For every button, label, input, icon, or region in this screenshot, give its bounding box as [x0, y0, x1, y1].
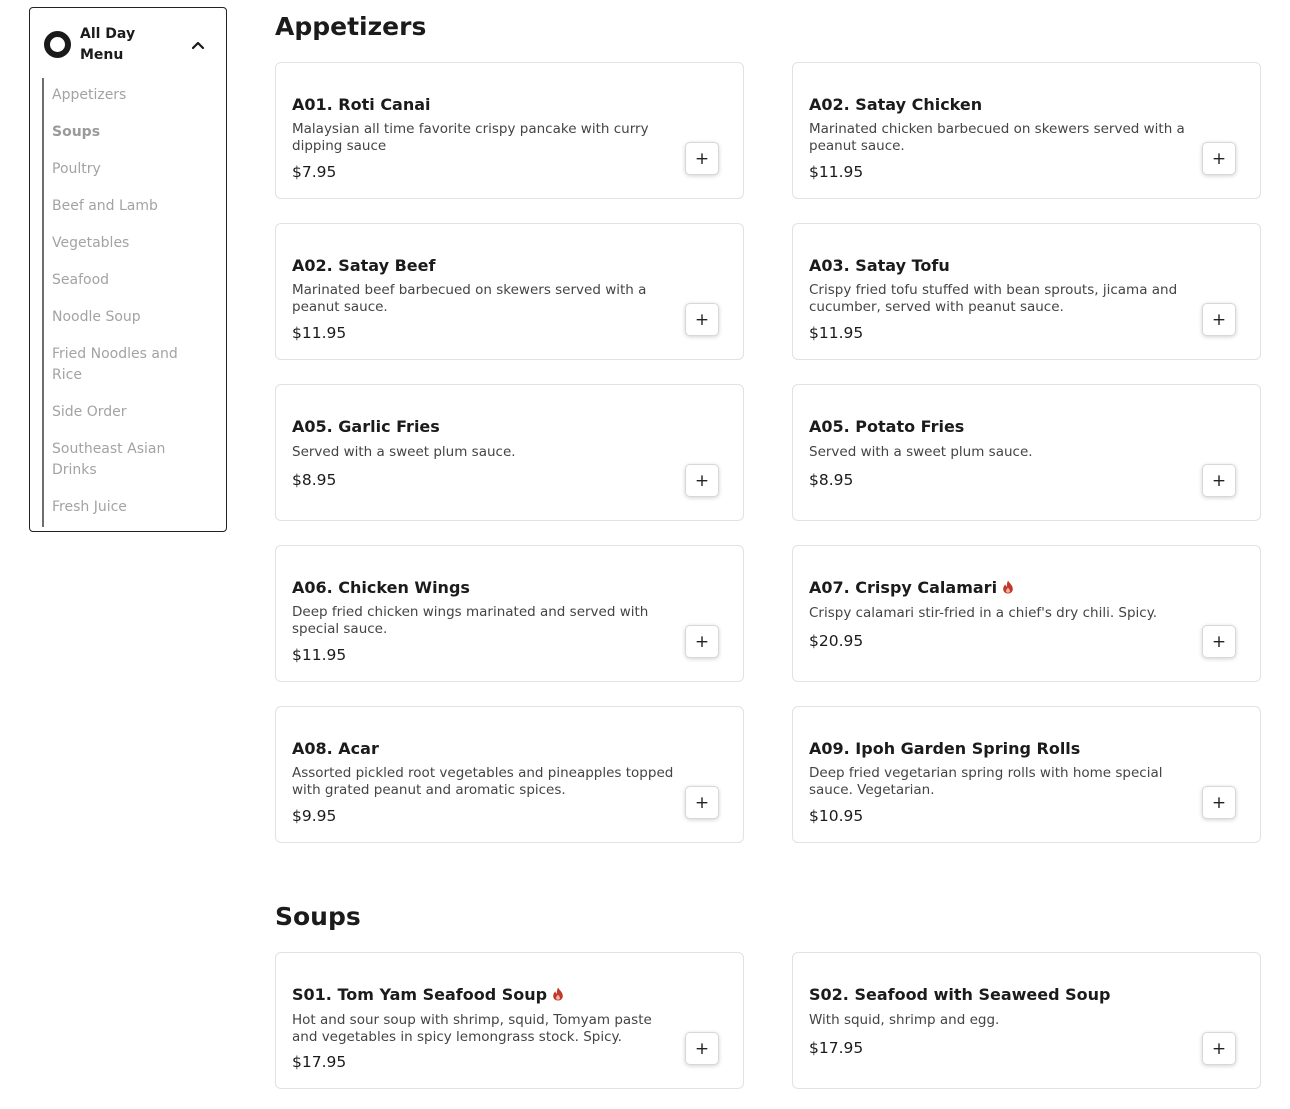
add-to-cart-button[interactable]: + [685, 1032, 719, 1065]
item-description: Malaysian all time favorite crispy pancake with curry dipping sauce [292, 121, 649, 154]
item-description: Crispy fried tofu stuffed with bean sprouts, jicama and cucumber, served with peanut sauce. [809, 282, 1178, 315]
menu-item-card[interactable] [792, 545, 1261, 682]
item-price: $10.95 [809, 807, 864, 825]
item-price: $20.95 [809, 632, 864, 650]
add-to-cart-button[interactable]: + [1202, 303, 1236, 336]
item-name: A01. Roti Canai [292, 95, 431, 114]
add-to-cart-button[interactable]: + [685, 303, 719, 336]
menu-item-card[interactable] [275, 952, 744, 1089]
item-name: A09. Ipoh Garden Spring Rolls [809, 739, 1081, 758]
add-to-cart-button[interactable]: + [685, 464, 719, 497]
item-price: $11.95 [809, 163, 864, 181]
item-name: S02. Seafood with Seaweed Soup [809, 985, 1111, 1004]
ring-icon [44, 31, 71, 58]
item-description: Served with a sweet plum sauce. [809, 444, 1033, 460]
item-name: S01. Tom Yam Seafood Soup [292, 985, 548, 1004]
menu-item-card[interactable] [792, 706, 1261, 843]
item-name: A08. Acar [292, 739, 379, 758]
sidebar-item-seafood[interactable]: Seafood [52, 272, 110, 288]
menu-title: All Day Menu [80, 26, 136, 63]
item-price: $17.95 [809, 1039, 864, 1057]
item-description: Hot and sour soup with shrimp, squid, Tomyam paste and vegetables in spicy lemongrass stock. Spicy. [292, 1012, 652, 1045]
sidebar-item-fried-noodles-and-rice[interactable]: Fried Noodles and Rice [52, 346, 178, 383]
item-name: A06. Chicken Wings [292, 578, 470, 597]
item-name: A05. Potato Fries [809, 417, 965, 436]
sidebar-item-appetizers[interactable]: Appetizers [52, 87, 127, 103]
item-description: Marinated chicken barbecued on skewers served with a peanut sauce. [809, 121, 1185, 154]
item-price: $8.95 [292, 471, 337, 489]
category-sidebar [29, 7, 227, 532]
item-price: $11.95 [292, 324, 347, 342]
item-description: Assorted pickled root vegetables and pineapples topped with grated peanut and aromatic spices. [292, 765, 674, 798]
item-description: Deep fried vegetarian spring rolls with home special sauce. Vegetarian. [809, 765, 1163, 798]
item-price: $7.95 [292, 163, 337, 181]
sidebar-item-beef-and-lamb[interactable]: Beef and Lamb [52, 198, 158, 214]
item-name: A07. Crispy Calamari [809, 578, 998, 597]
item-name: A03. Satay Tofu [809, 256, 950, 275]
add-to-cart-button[interactable]: + [1202, 1032, 1236, 1065]
flame-icon [1002, 580, 1014, 594]
menu-item-card[interactable] [792, 223, 1261, 360]
item-description: Marinated beef barbecued on skewers served with a peanut sauce. [292, 282, 647, 315]
add-to-cart-button[interactable]: + [685, 142, 719, 175]
category-list [42, 78, 217, 527]
menu-item-card[interactable] [275, 706, 744, 843]
sidebar-item-fresh-juice[interactable]: Fresh Juice [52, 499, 127, 515]
add-to-cart-button[interactable]: + [1202, 786, 1236, 819]
item-price: $8.95 [809, 471, 854, 489]
add-to-cart-button[interactable]: + [1202, 464, 1236, 497]
menu-item-card[interactable] [792, 62, 1261, 199]
add-to-cart-button[interactable]: + [1202, 142, 1236, 175]
item-description: Crispy calamari stir-fried in a chief's dry chili. Spicy. [809, 605, 1158, 621]
item-price: $17.95 [292, 1053, 347, 1071]
sidebar-item-southeast-asian-drinks[interactable]: Southeast Asian Drinks [52, 441, 166, 478]
item-name: A02. Satay Chicken [809, 95, 983, 114]
sidebar-item-noodle-soup[interactable]: Noodle Soup [52, 309, 141, 325]
menu-item-card[interactable] [275, 384, 744, 521]
section-title-soups: Soups [275, 902, 361, 931]
add-to-cart-button[interactable]: + [685, 786, 719, 819]
menu-item-card[interactable] [792, 384, 1261, 521]
sidebar-item-poultry[interactable]: Poultry [52, 161, 101, 177]
sidebar-item-side-order[interactable]: Side Order [52, 404, 127, 420]
section-title-appetizers: Appetizers [275, 12, 427, 41]
item-description: Deep fried chicken wings marinated and served with special sauce. [292, 604, 649, 637]
menu-item-card[interactable] [792, 952, 1261, 1089]
sidebar-item-soups[interactable]: Soups [52, 124, 101, 140]
chevron-up-icon[interactable] [191, 38, 205, 52]
item-price: $11.95 [292, 646, 347, 664]
menu-selector[interactable] [30, 8, 226, 80]
add-to-cart-button[interactable]: + [1202, 625, 1236, 658]
menu-item-card[interactable] [275, 545, 744, 682]
menu-item-card[interactable] [275, 62, 744, 199]
flame-icon [552, 987, 564, 1001]
item-price: $9.95 [292, 807, 337, 825]
item-name: A02. Satay Beef [292, 256, 436, 275]
menu-item-card[interactable] [275, 223, 744, 360]
item-description: Served with a sweet plum sauce. [292, 444, 516, 460]
item-price: $11.95 [809, 324, 864, 342]
add-to-cart-button[interactable]: + [685, 625, 719, 658]
item-name: A05. Garlic Fries [292, 417, 440, 436]
sidebar-item-vegetables[interactable]: Vegetables [52, 235, 130, 251]
item-description: With squid, shrimp and egg. [809, 1012, 1000, 1028]
